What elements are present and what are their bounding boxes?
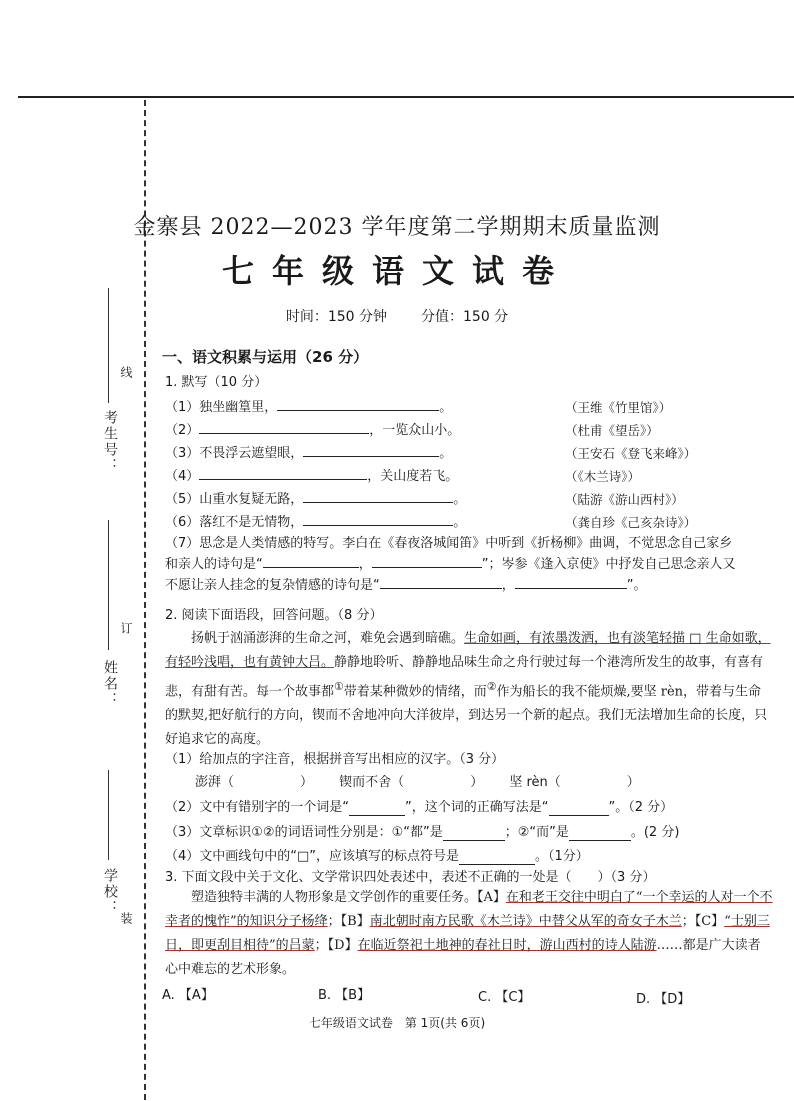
answer-blank[interactable]: [303, 490, 453, 503]
q2-sub-4: （4）文中画线句中的“□”，应该填写的标点符号是 。（1分）: [165, 849, 589, 864]
q1-label: 1. 默写（10 分）: [165, 375, 268, 390]
school-field[interactable]: [108, 770, 109, 860]
name-label: 姓名：: [102, 660, 118, 708]
answer-blank[interactable]: [303, 444, 439, 457]
exam-number-label: 考生号：: [102, 410, 118, 474]
q1-line-6: （6）落红不是无情物， 。: [165, 515, 467, 530]
answer-blank[interactable]: [459, 849, 535, 865]
q1-source-4: （《木兰诗》）: [565, 469, 641, 484]
underlined-sentence: 生命如画，有浓墨泼洒，也有淡笔轻描 □ 生命如歌，有轻吟浅唱，也有黄钟大吕。: [165, 631, 771, 670]
q2-sub-3: （3）文章标识①②的词语词性分别是：①“都”是 ；②“而”是 。(2 分): [165, 825, 680, 840]
answer-blank[interactable]: [569, 825, 631, 841]
binding-mark-ding: 订: [119, 622, 133, 636]
exam-title: 七年级语文试卷: [221, 252, 572, 290]
section-heading: 一、语文积累与运用（26 分）: [162, 348, 369, 366]
q1-source-1: （王维《竹里馆》）: [565, 400, 672, 415]
answer-blank[interactable]: [549, 800, 609, 816]
q1-line-4: （4） ，关山度若飞。: [165, 469, 459, 484]
option-d[interactable]: D. 【D】: [636, 992, 691, 1007]
answer-blank[interactable]: [263, 555, 359, 568]
binding-mark-zhuang: 装: [119, 912, 133, 926]
option-a[interactable]: A. 【A】: [162, 988, 214, 1003]
q3-passage: 塑造独特丰满的人物形象是文学创作的重要任务。【A】在和老王交往中明白了“一个幸运的人对一个不幸者的愧怍”的知识分子杨绛；【B】南北朝时南方民歌《木兰诗》中替父从军的奇女子木兰；【C】“士别三日，即更刮目相待”的吕蒙；【D】在临近祭祀土地神的春社日时，游山西村的诗人陆游……都是广大读者心中难忘的艺术形象。: [165, 890, 773, 977]
answer-blank[interactable]: [303, 513, 453, 526]
q1-item-7: （7）思念是人类情感的特写。李白在《春夜洛城闻笛》中听到《折杨柳》曲调，不觉思念自己家乡 和亲人的诗句是“ ， ”；岑参《逢入京使》中抒发自己思念亲人又 不愿让亲人挂念的复杂情感的诗句是“ ， ”。: [165, 536, 736, 593]
q2-sub-1: （1）给加点的字注音，根据拼音写出相应的汉字。（3 分）: [165, 752, 505, 767]
exam-meta: [0, 306, 794, 326]
answer-blank[interactable]: [515, 576, 627, 589]
q1-line-2: （2） ，一览众山小。: [165, 423, 461, 438]
q1-line-1: （1）独坐幽篁里， 。: [165, 400, 453, 415]
option-c[interactable]: C. 【C】: [478, 990, 531, 1005]
q2-passage: 扬帆于汹涌澎湃的生命之河，难免会遇到暗礁。生命如画，有浓墨泼洒，也有淡笔轻描 □ 生命如歌，有轻吟浅唱，也有黄钟大吕。静静地聆听、静静地品味生命之舟行驶过每一个港湾所发生的故事，有喜有悲，有甜有苦。每一个故事都①带着某种微妙的情绪，而②作为船长的我不能烦燥,要坚 rèn，带着与生命的默契,把好航行的方向，锲而不舍地冲向大洋彼岸，到达另一个新的起点。我们无法增加生命的长度，只好追求它的高度。: [165, 631, 771, 748]
q1-line-5: （5）山重水复疑无路， 。: [165, 492, 467, 507]
q1-source-5: （陆游《游山西村》）: [565, 492, 684, 507]
q1-source-3: （王安石《登飞来峰》）: [565, 446, 697, 461]
answer-blank[interactable]: [199, 467, 367, 480]
exam-subtitle: 金寨县 2022—2023 学年度第二学期期末质量监测: [133, 215, 661, 240]
q1-source-6: （龚自珍《己亥杂诗》）: [565, 515, 697, 530]
answer-blank[interactable]: [380, 576, 502, 589]
answer-blank[interactable]: [372, 555, 482, 568]
binding-mark-xian: 线: [119, 366, 133, 380]
answer-blank[interactable]: [277, 398, 439, 411]
q1-line-3: （3）不畏浮云遮望眼， 。: [165, 446, 453, 461]
name-field[interactable]: [108, 520, 109, 650]
q1-source-2: （杜甫《望岳》）: [565, 423, 659, 438]
school-label: 学校：: [102, 868, 118, 916]
answer-blank[interactable]: [443, 825, 505, 841]
exam-time: 时间：150 分钟: [285, 309, 387, 325]
q2-label: 2. 阅读下面语段，回答问题。（8 分）: [165, 608, 383, 623]
exam-score: 分值：150 分: [421, 309, 509, 325]
page-footer: 七年级语文试卷 第 1页(共 6页): [308, 1016, 486, 1030]
answer-blank[interactable]: [349, 800, 405, 816]
q2-sub-2: （2）文中有错别字的一个词是“ ”，这个词的正确写法是“ ”。（2 分）: [165, 800, 674, 815]
q2-word-items: 澎湃（ ） 锲而不舍（ ） 坚 rèn（ ）: [195, 775, 640, 790]
q3-label: 3. 下面文段中关于文化、文学常识四处表述中，表述不正确的一处是（ ）（3 分）: [165, 870, 656, 885]
option-b[interactable]: B. 【B】: [318, 988, 371, 1003]
top-rule: [18, 96, 794, 98]
answer-blank[interactable]: [199, 421, 369, 434]
